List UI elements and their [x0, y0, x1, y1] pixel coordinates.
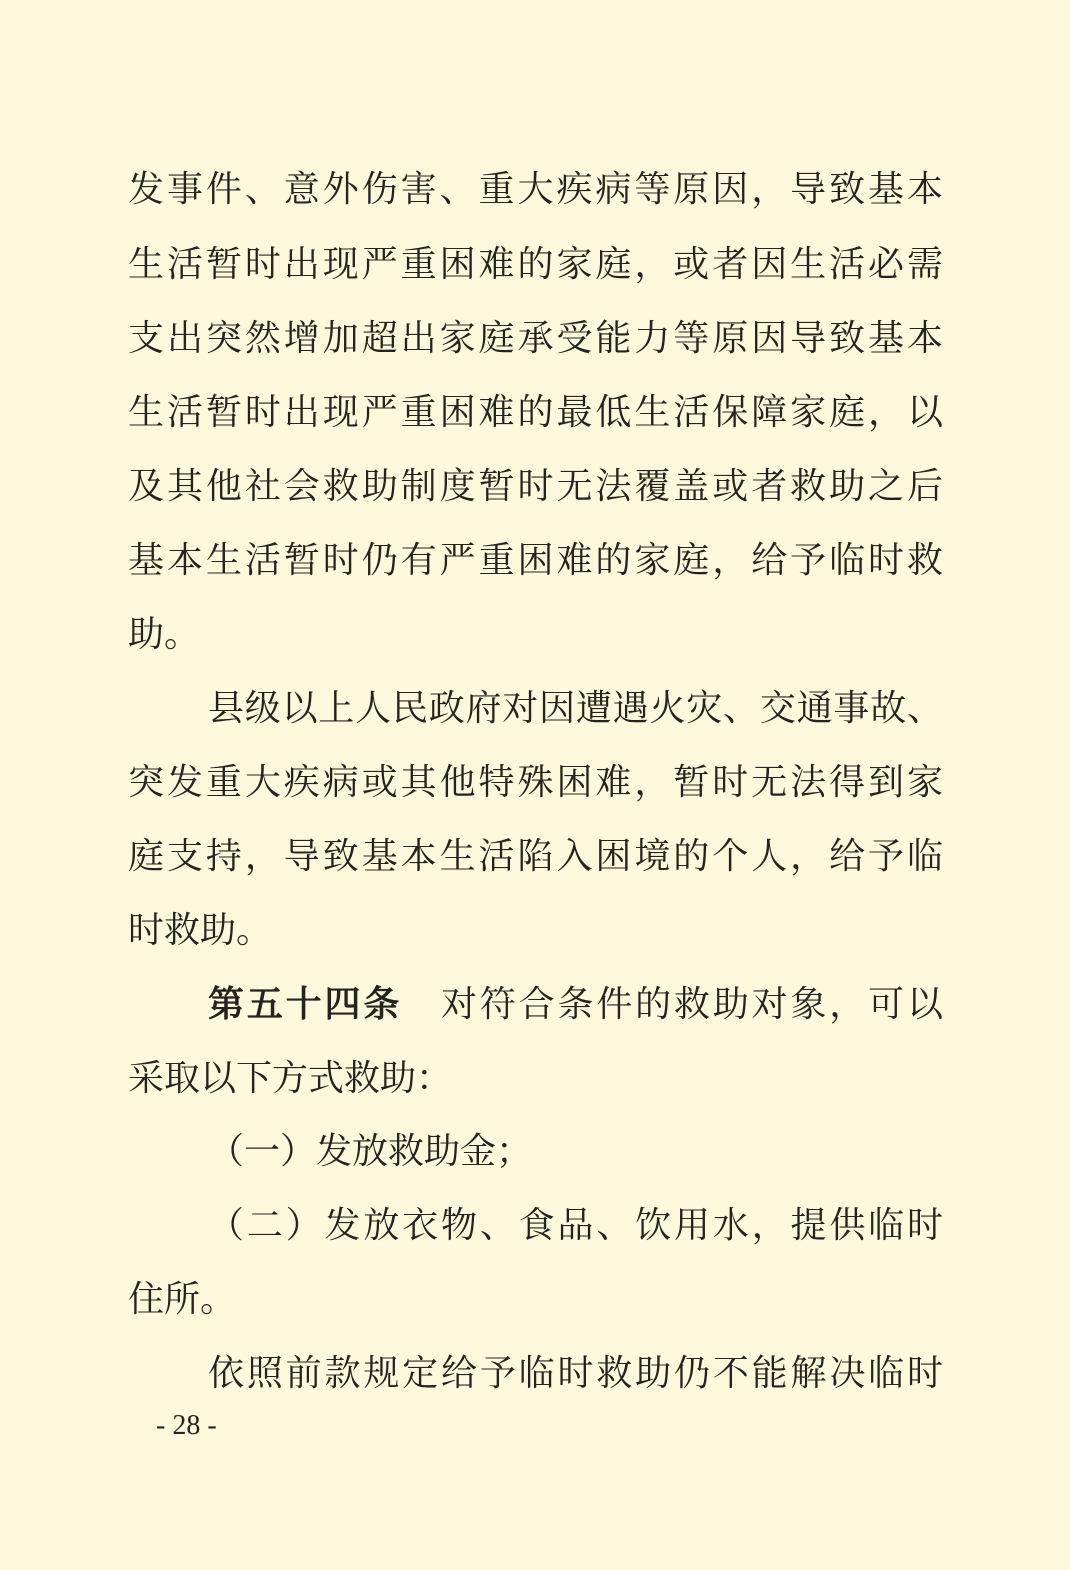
article-heading: 第五十四条	[208, 984, 403, 1025]
page-number: - 28 -	[156, 1410, 217, 1441]
list-item: （二）发放衣物、食品、饮用水，提供临时	[208, 1205, 943, 1246]
text-line: 时救助。	[128, 910, 273, 951]
text-line: 采取以下方式救助：	[128, 1058, 453, 1099]
text-line: 生活暂时出现严重困难的最低生活保障家庭，以	[128, 392, 943, 433]
text-line: 发事件、意外伤害、重大疾病等原因，导致基本	[128, 169, 943, 210]
article-text: 对符合条件的救助对象，可以	[441, 984, 943, 1025]
text-line: 依照前款规定给予临时救助仍不能解决临时	[208, 1353, 943, 1394]
text-line: 突发重大疾病或其他特殊困难，暂时无法得到家	[128, 762, 943, 803]
text-line: 县级以上人民政府对因遭遇火灾、交通事故、	[208, 688, 943, 729]
text-line: 住所。	[128, 1279, 237, 1320]
text-line: 支出突然增加超出家庭承受能力等原因导致基本	[128, 318, 943, 359]
text-line: 生活暂时出现严重困难的家庭，或者因生活必需	[128, 244, 943, 285]
text-line: 助。	[128, 614, 201, 655]
text-line: 及其他社会救助制度暂时无法覆盖或者救助之后	[128, 466, 943, 507]
list-item: （一）发放救助金；	[208, 1131, 533, 1172]
text-line: 基本生活暂时仍有严重困难的家庭，给予临时救	[128, 540, 943, 581]
article-spacer	[402, 984, 441, 1025]
article-54-line	[208, 980, 943, 1030]
text-line: 庭支持，导致基本生活陷入困境的个人，给予临	[128, 836, 943, 877]
